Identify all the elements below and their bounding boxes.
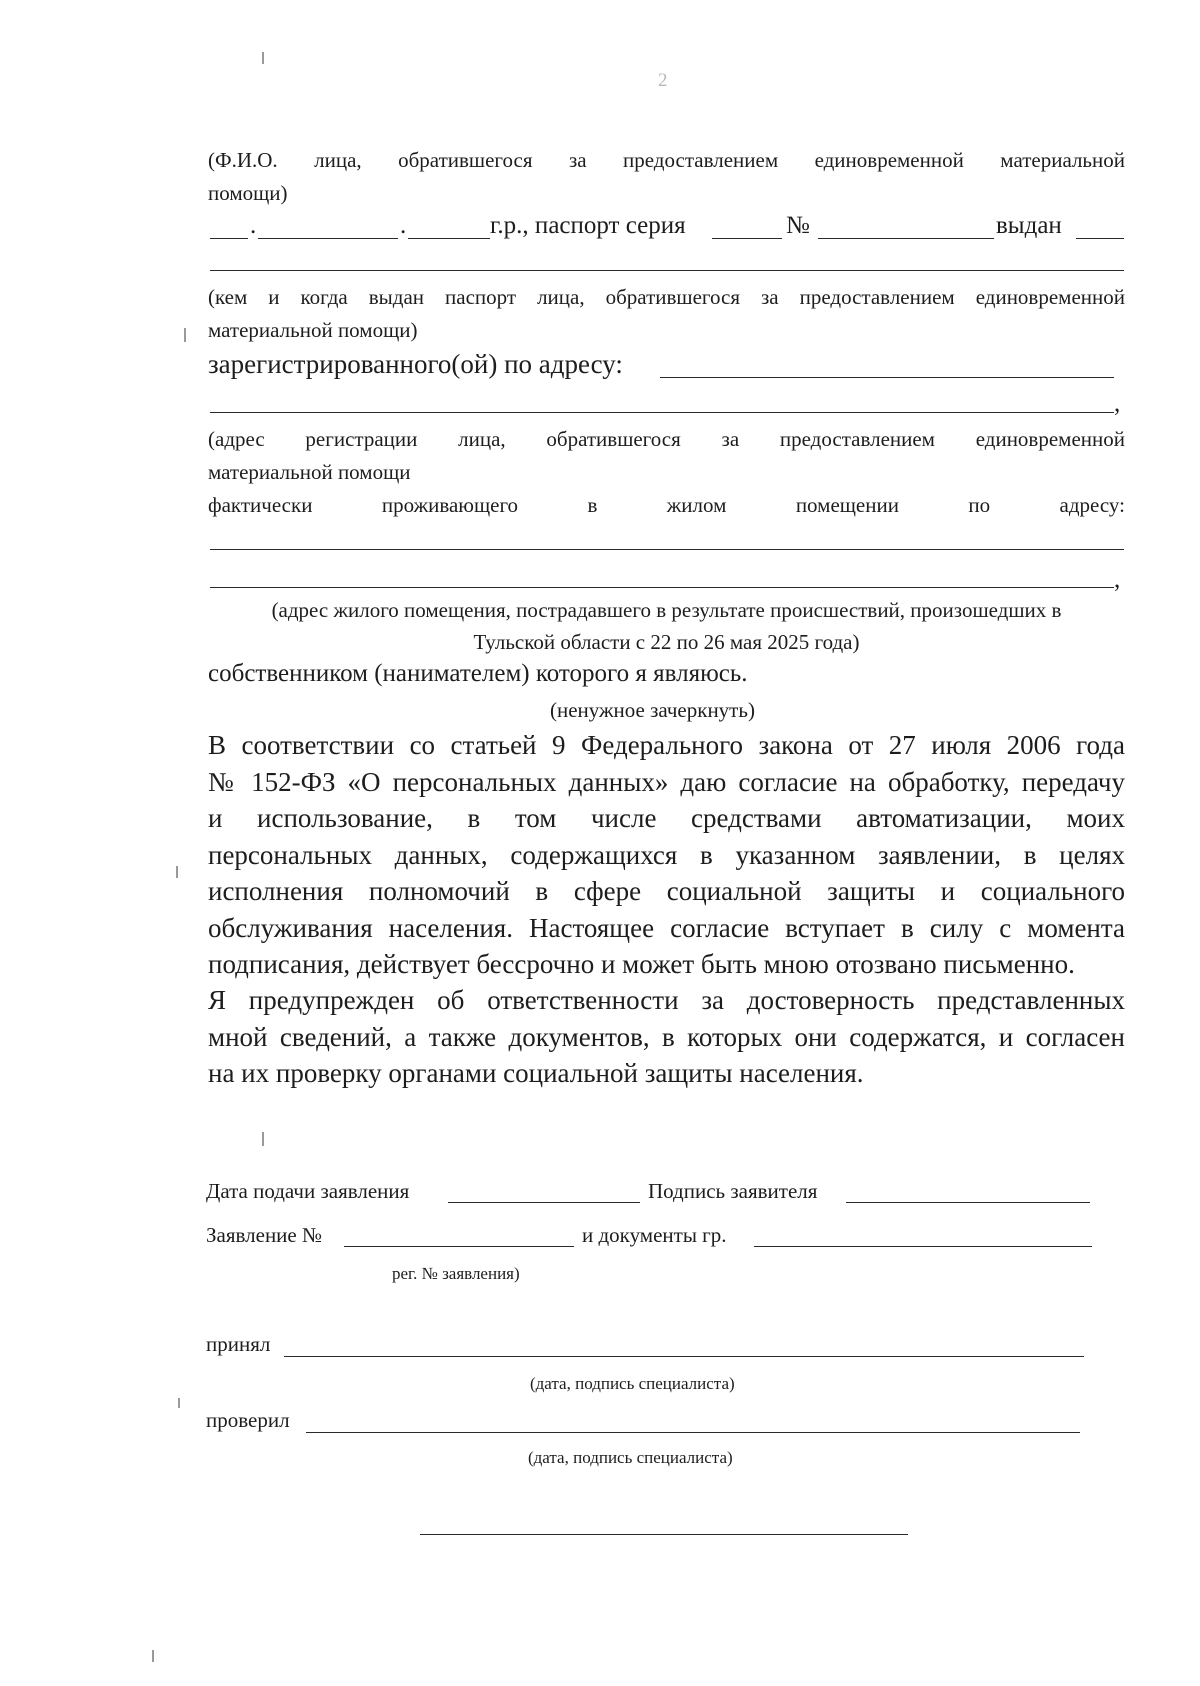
passport-issued-field-b[interactable]: [210, 270, 1124, 271]
consent-line: В соответствии со статьей 9 Федерального закона от 27 июля 2006 года: [208, 730, 1125, 760]
accepted-caption: (дата, подпись специалиста): [530, 1374, 735, 1393]
page-number: 2: [658, 70, 668, 91]
consent-line: подписания, действует бессрочно и может быть мною отозвано письменно.: [208, 949, 1075, 979]
residing-address-field-b[interactable]: [210, 587, 1114, 588]
accepted-field[interactable]: [284, 1356, 1084, 1357]
owner-line: собственником (нанимателем) которого я являюсь.: [208, 660, 748, 687]
warning-line: на их проверку органами социальной защиты населения.: [208, 1058, 864, 1088]
scan-speck: [262, 52, 264, 64]
birth-month-field[interactable]: [258, 238, 398, 239]
registered-address-label: зарегистрированного(ой) по адресу:: [208, 349, 623, 379]
comma-2: ,: [1114, 566, 1121, 593]
consent-paragraph: [208, 727, 1125, 983]
signature-field[interactable]: [846, 1202, 1090, 1203]
caption-fio-line2: помощи): [208, 181, 288, 205]
scan-speck: [262, 1132, 264, 1146]
passport-series-field[interactable]: [712, 238, 782, 239]
date-field[interactable]: [448, 1202, 640, 1203]
application-number-field[interactable]: [344, 1246, 574, 1247]
scan-speck: [178, 1398, 180, 1408]
documents-label: и документы гр.: [582, 1223, 727, 1247]
caption-passport-line2: материальной помощи): [208, 318, 418, 342]
consent-line: исполнения полномочий в сфере социальной защиты и социального: [208, 876, 1125, 906]
passport-issued-field-a[interactable]: [1076, 238, 1124, 239]
scan-speck: [152, 1650, 154, 1662]
residing-address-label: фактически проживающего в жилом помещении по адресу:: [208, 493, 1125, 517]
warning-line: Я предупрежден об ответственности за достоверность представленных: [208, 985, 1125, 1015]
passport-issued-label: выдан: [996, 212, 1062, 239]
application-label: Заявление №: [206, 1223, 323, 1247]
reg-number-caption: рег. № заявления): [392, 1264, 520, 1283]
accepted-label: принял: [206, 1332, 271, 1356]
date-label: Дата подачи заявления: [206, 1179, 410, 1203]
scan-speck: [176, 866, 178, 878]
checked-label: проверил: [206, 1408, 290, 1432]
consent-line: персональных данных, содержащихся в указанном заявлении, в целях: [208, 839, 1125, 870]
checked-field[interactable]: [306, 1432, 1080, 1433]
consent-line: № 152-ФЗ «О персональных данных» даю согласие на обработку, передачу: [208, 766, 1125, 797]
registered-address-field-b[interactable]: [210, 412, 1114, 413]
residing-address-field-a[interactable]: [210, 549, 1124, 550]
warning-line: мной сведений, а также документов, в которых они содержатся, и согласен: [208, 1021, 1125, 1052]
date-dot-1: .: [250, 212, 257, 239]
caption-registration-line2: материальной помощи: [208, 460, 411, 484]
passport-series-label: г.р., паспорт серия: [490, 212, 686, 239]
passport-number-sign: №: [786, 212, 810, 239]
birth-day-field[interactable]: [210, 238, 248, 239]
caption-passport-line1: (кем и когда выдан паспорт лица, обратившегося за предоставлением единовременной: [208, 285, 1125, 309]
closing-rule: [420, 1534, 908, 1535]
caption-dwelling-line1: (адрес жилого помещения, пострадавшего в результате происшествий, произошедших в: [271, 598, 1062, 622]
scan-speck: [184, 328, 186, 342]
registered-address-field-a[interactable]: [660, 377, 1114, 378]
caption-fio-line1: (Ф.И.О. лица, обратившегося за предоставлением единовременной материальной: [208, 148, 1125, 172]
strike-note: (ненужное зачеркнуть): [550, 698, 755, 722]
documents-name-field[interactable]: [754, 1246, 1092, 1247]
date-dot-2: .: [400, 212, 407, 239]
passport-number-field[interactable]: [818, 238, 994, 239]
consent-line: обслуживания населения. Настоящее согласие вступает в силу с момента: [208, 912, 1125, 943]
checked-caption: (дата, подпись специалиста): [528, 1448, 733, 1467]
signature-label: Подпись заявителя: [648, 1179, 818, 1203]
birth-year-field[interactable]: [408, 238, 490, 239]
caption-dwelling-line2: Тульской области с 22 по 26 мая 2025 года): [473, 630, 860, 654]
comma-1: ,: [1114, 390, 1121, 417]
caption-registration-line1: (адрес регистрации лица, обратившегося за предоставлением единовременной: [208, 427, 1125, 451]
consent-line: и использование, в том числе средствами автоматизации, моих: [208, 803, 1125, 833]
warning-paragraph: [208, 982, 1125, 1092]
